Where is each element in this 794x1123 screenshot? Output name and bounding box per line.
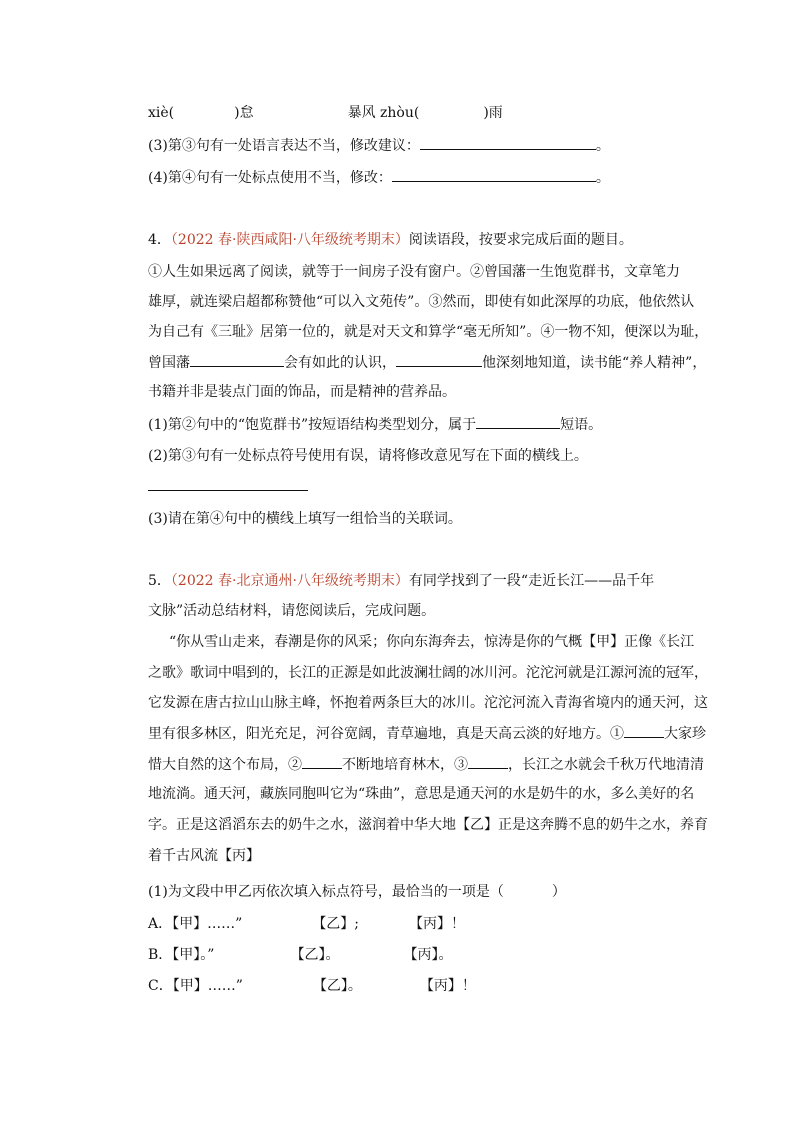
q5-para-line: 着千古风流【丙】 — [148, 848, 260, 864]
q3-sub3-text: (3)第③句有一处语言表达不当，修改建议： — [148, 138, 420, 154]
q5-number: 5． — [148, 573, 171, 589]
pinyin-a: xiè( — [148, 105, 175, 121]
option-c-bing: 【丙】！ — [419, 978, 476, 994]
answer-line[interactable] — [148, 490, 308, 491]
q4-para-line: ①人生如果远离了阅读，就等于一间房子没有窗户。②曾国藩一生饱览群书，文章笔力 — [148, 264, 680, 280]
q4-para-line: 雄厚，就连梁启超都称赞他“可以入文苑传”。③然而，即使有如此深厚的功底，他依然认 — [148, 294, 695, 310]
period: 。 — [595, 138, 610, 154]
answer-blank[interactable] — [190, 352, 284, 367]
q5-text: 大家珍 — [664, 726, 706, 742]
answer-blank[interactable] — [420, 135, 596, 150]
q4-sub2: (2)第③句有一处标点符号使用有误，请将修改意见写在下面的横线上。 — [148, 448, 588, 464]
q4-sub1-text: 短语。 — [560, 417, 603, 433]
q5-para-line — [148, 754, 704, 775]
answer-blank[interactable] — [396, 352, 482, 367]
q4-text: 他深刻地知道，读书能“养人精神”， — [482, 355, 707, 371]
option-c-jia: C．【甲】……” — [148, 978, 243, 994]
q4-para-line: 为自己有《三耻》居第一位的，就是对天文和算学“毫无所知”。④一物不知，便深以为耻， — [148, 324, 709, 340]
q5-sub1-close: ） — [551, 884, 566, 900]
option-a-yi: 【乙】; — [312, 916, 359, 932]
q3-sub3 — [148, 135, 610, 156]
q5-prompt: 有同学找到了一段“走近长江——品千年 — [408, 573, 655, 589]
q5-prompt-cont: 文脉”活动总结材料，请您阅读后，完成问题。 — [148, 603, 436, 619]
pinyin-a-close: )怠 — [234, 105, 254, 121]
option-a-jia: A．【甲】……” — [148, 916, 243, 932]
q4-prompt: 阅读语段，按要求完成后面的题目。 — [408, 232, 633, 248]
q5-sub1-text: (1)为文段中甲乙丙依次填入标点符号，最恰当的一项是（ — [148, 884, 504, 900]
answer-blank[interactable] — [468, 754, 508, 769]
q5-para-line — [148, 723, 706, 744]
q5-sub1 — [148, 882, 566, 902]
q5-para-line: 字。正是这滔滔东去的奶牛之水，滋润着中华大地【乙】正是这奔腾不息的奶牛之水，养育 — [148, 817, 708, 833]
q5-para-line: “你从雪山走来，春潮是你的风采；你向东海奔去，惊涛是你的气概【甲】正像《长江 — [169, 634, 695, 650]
q4-sub1-text: (1)第②句中的“饱览群书”按短语结构类型划分，属于 — [148, 417, 477, 433]
option-b[interactable] — [148, 945, 452, 965]
q4-para-line — [148, 352, 706, 373]
q5-text: 不断地培育林木，③ — [342, 757, 468, 773]
q4-source: （2022 春·陕西咸阳·八年级统考期末） — [170, 232, 409, 248]
pinyin-b: 暴风 zhòu( — [347, 105, 420, 121]
q5-source: （2022 春·北京通州·八年级统考期末） — [170, 573, 409, 589]
q5-para-line: 它发源在唐古拉山山脉主峰，怀抱着两条巨大的冰川。沱沱河流入青海省境内的通天河，这 — [148, 695, 708, 711]
option-a-bing: 【丙】！ — [409, 916, 465, 932]
q4-text: 会有如此的认识， — [284, 355, 396, 371]
answer-blank[interactable] — [624, 723, 664, 738]
answer-blank[interactable] — [302, 754, 342, 769]
q5-text: 惜大自然的这个布局，② — [148, 757, 302, 773]
q3-sub4 — [148, 167, 610, 188]
q5-text: 里有很多林区，阳光充足，河谷宽阔，青草遍地，真是天高云淡的好地方。① — [148, 726, 624, 742]
q4-para-line: 书籍并非是装点门面的饰品，而是精神的营养品。 — [148, 384, 456, 400]
option-b-bing: 【丙】。 — [403, 947, 453, 963]
q5-para-line: 之歌》歌词中唱到的，长江的正源是如此波澜壮阔的冰川河。沱沱河就是江源河流的冠军， — [148, 665, 708, 681]
pinyin-b-close: )雨 — [483, 105, 503, 121]
pinyin-line — [148, 103, 503, 123]
q5-para-line: 地流淌。通天河，藏族同胞叫它为“珠曲”，意思是通天河的水是奶牛的水，多么美好的名 — [148, 786, 695, 802]
q3-sub4-text: (4)第④句有一处标点使用不当，修改： — [148, 170, 392, 186]
q4-text: 曾国藩 — [148, 355, 190, 371]
answer-blank[interactable] — [476, 414, 560, 429]
answer-blank[interactable] — [392, 167, 596, 182]
q5-header — [148, 571, 654, 591]
option-c[interactable] — [148, 976, 476, 996]
option-b-jia: B．【甲】。” — [148, 947, 215, 963]
q4-header — [148, 230, 633, 250]
option-b-yi: 【乙】。 — [290, 947, 340, 963]
q4-sub3: (3)请在第④句中的横线上填写一组恰当的关联词。 — [148, 511, 462, 527]
option-c-yi: 【乙】。 — [312, 978, 362, 994]
q4-number: 4． — [148, 232, 171, 248]
option-a[interactable] — [148, 914, 465, 934]
q5-text: ，长江之水就会千秋万代地清清 — [508, 757, 704, 773]
period: 。 — [595, 170, 610, 186]
q4-sub1 — [148, 414, 602, 435]
